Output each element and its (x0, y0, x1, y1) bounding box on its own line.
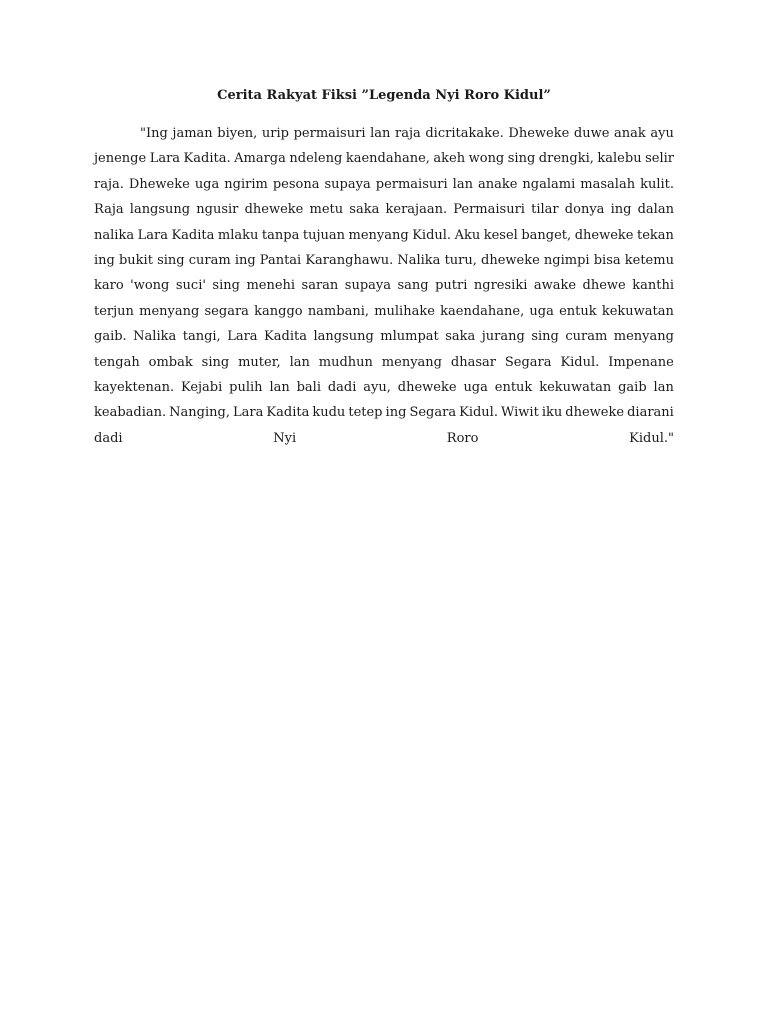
paragraph-line: tengah ombak sing muter, lan mudhun menyang dhasar Segara Kidul. Impenane (94, 354, 674, 370)
paragraph-line: keabadian. Nanging, Lara Kadita kudu tetep ing Segara Kidul. Wiwit iku dheweke diarani (94, 405, 674, 421)
paragraph-line: dadi Nyi Roro Kidul." (94, 430, 674, 446)
document-title: Cerita Rakyat Fiksi ”Legenda Nyi Roro Kidul” (217, 88, 551, 103)
paragraph-line: raja. Dheweke uga ngirim pesona supaya permaisuri lan anake ngalami masalah kulit. (94, 176, 674, 192)
paragraph-line: karo 'wong suci' sing menehi saran supaya sang putri ngresiki awake dhewe kanthi (94, 278, 674, 294)
paragraph-line: "Ing jaman biyen, urip permaisuri lan raja dicritakake. Dheweke duwe anak ayu (140, 126, 674, 141)
paragraph-line: jenenge Lara Kadita. Amarga ndeleng kaendahane, akeh wong sing drengki, kalebu selir (94, 151, 674, 167)
paragraph-line: kayektenan. Kejabi pulih lan bali dadi ayu, dheweke uga entuk kekuwatan gaib lan (94, 380, 674, 396)
story-paragraph (94, 121, 674, 451)
paragraph-line: ing bukit sing curam ing Pantai Karanghawu. Nalika turu, dheweke ngimpi bisa ketemu (94, 253, 674, 269)
paragraph-line: terjun menyang segara kanggo nambani, mulihake kaendahane, uga entuk kekuwatan (94, 303, 674, 319)
paragraph-line: gaib. Nalika tangi, Lara Kadita langsung mlumpat saka jurang sing curam menyang (94, 329, 674, 345)
paragraph-line: nalika Lara Kadita mlaku tanpa tujuan menyang Kidul. Aku kesel banget, dheweke tekan (94, 227, 674, 243)
paragraph-line: Raja langsung ngusir dheweke metu saka kerajaan. Permaisuri tilar donya ing dalan (94, 202, 674, 218)
